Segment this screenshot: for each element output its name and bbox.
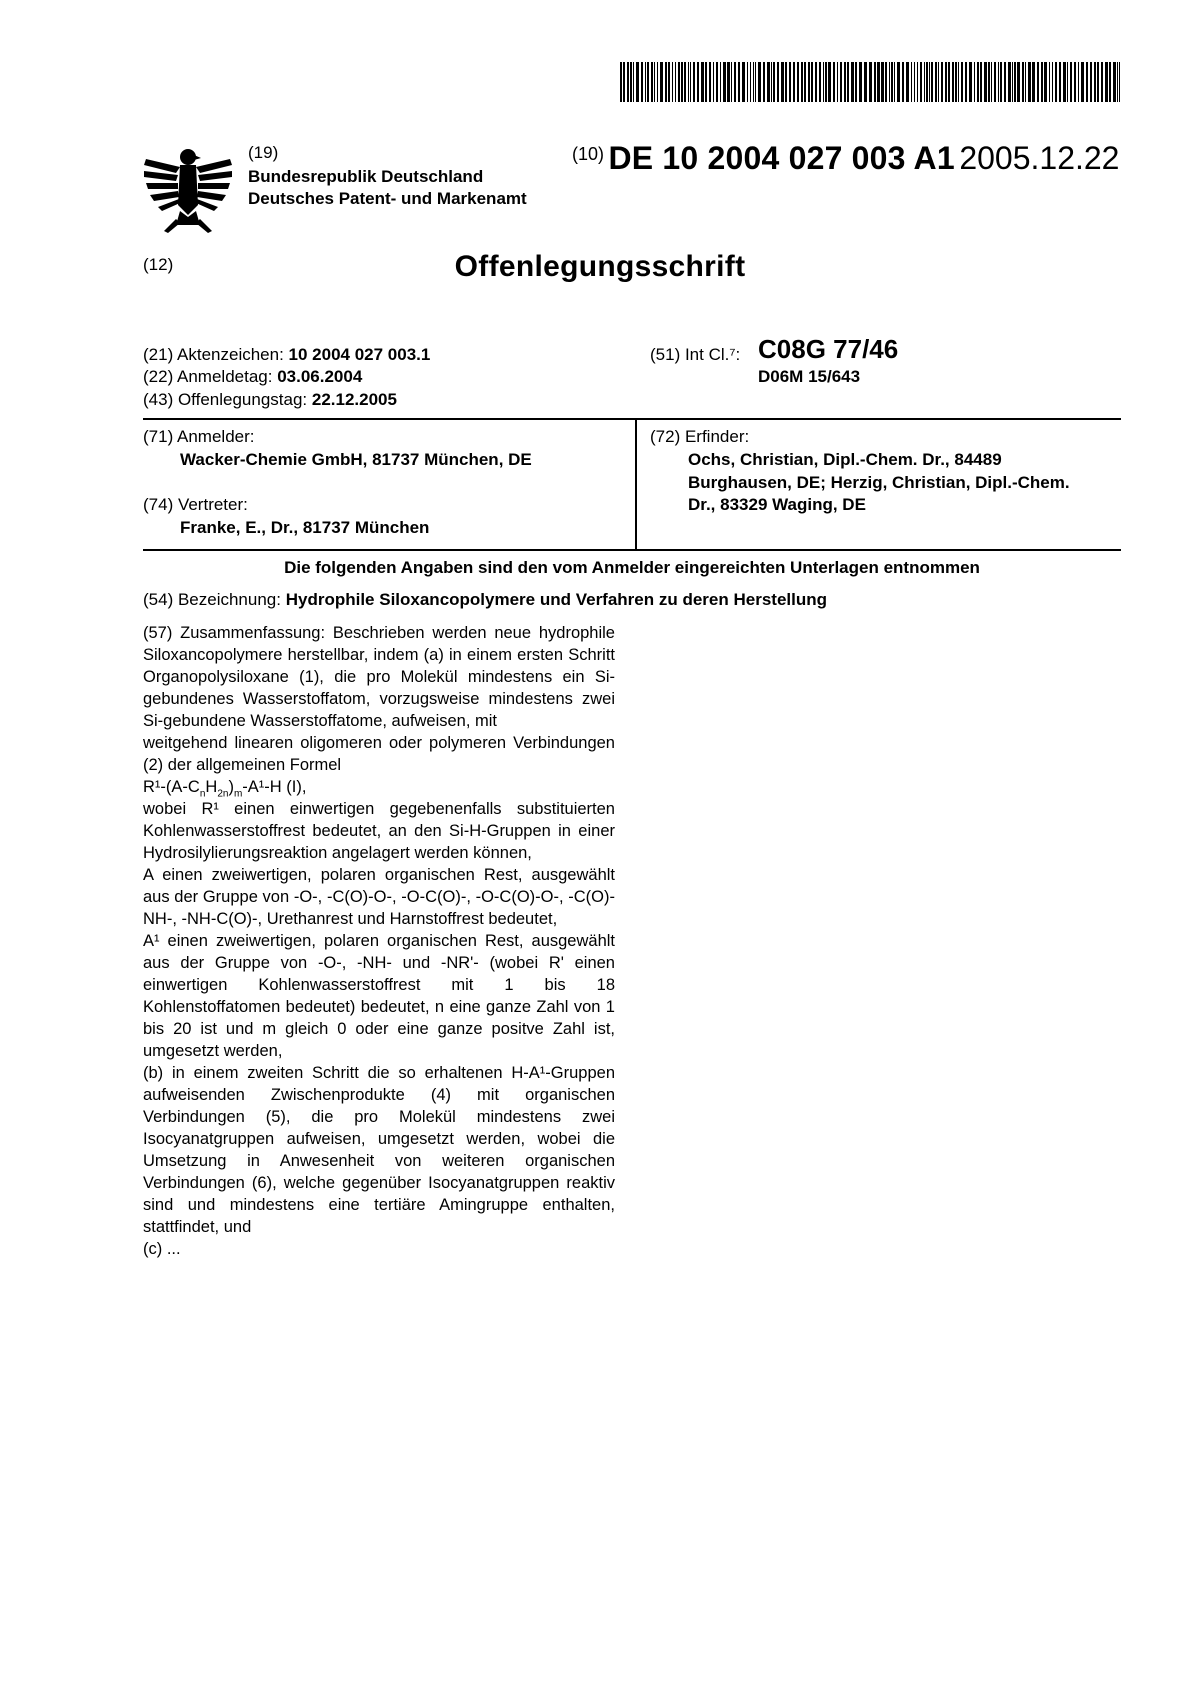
vertreter-value: Franke, E., Dr., 81737 München [180, 518, 430, 537]
barcode-bar [688, 62, 689, 102]
barcode-bar [797, 62, 799, 102]
barcode-bar [897, 62, 900, 102]
barcode-bar [1025, 62, 1026, 102]
barcode-bar [1067, 62, 1068, 102]
barcode-bar [651, 62, 653, 102]
barcode-bar [753, 62, 754, 102]
barcode-bar [998, 62, 999, 102]
barcode-bar [709, 62, 711, 102]
barcode-bar [713, 62, 714, 102]
barcode-bar [668, 62, 670, 102]
barcode-bar [902, 62, 904, 102]
barcode-bar [874, 62, 876, 102]
title-line [143, 589, 827, 611]
divider-bottom [143, 549, 1121, 551]
barcode-bar [627, 62, 629, 102]
barcode-bar [785, 62, 787, 102]
barcode-bar [678, 62, 680, 102]
barcode-bar [869, 62, 872, 102]
barcode-bar [1055, 62, 1057, 102]
barcode-bar [855, 62, 857, 102]
aktenzeichen-line [143, 344, 430, 366]
barcode-bar [705, 62, 707, 102]
barcode-bar [823, 62, 824, 102]
abstract [143, 622, 615, 1260]
barcode-bar [991, 62, 992, 102]
barcode-bar [771, 62, 772, 102]
barcode-bar [984, 62, 987, 102]
barcode-bar [750, 62, 751, 102]
barcode-bar [825, 62, 827, 102]
general-formula: $R^1-(A-C_nH_{2n})_m-A^1-H$ (I), [143, 778, 307, 800]
barcode-bar [938, 62, 939, 102]
barcode-bar [620, 62, 622, 102]
abstract-paragraph: wobei R¹ einen einwertigen gegebenenfalls substituierten Kohlenwasserstoffrest bedeutet, an den Si-H-Gruppen in einer Hydrosilylierungsreaktion angelagert werden können, [143, 800, 615, 862]
barcode-bar [819, 62, 821, 102]
barcode-bar [1070, 62, 1072, 102]
barcode-bar [660, 62, 663, 102]
barcode-bar [891, 62, 893, 102]
barcode-bar [955, 62, 957, 102]
barcode-bar [716, 62, 718, 102]
barcode-bar [1105, 62, 1108, 102]
barcode-bar [961, 62, 963, 102]
abstract-paragraph: weitgehend linearen oligomeren oder polymeren Verbindungen (2) der allgemeinen Formel [143, 734, 615, 774]
erfinder-line-2: Burghausen, DE; Herzig, Christian, Dipl.-Chem. [688, 473, 1070, 492]
barcode-bar [994, 62, 996, 102]
inid-19: (19) [248, 143, 279, 162]
barcode-bar [988, 62, 990, 102]
barcode-bar [885, 62, 887, 102]
publication-date: 2005.12.22 [959, 140, 1120, 176]
barcode-bar [1063, 62, 1066, 102]
barcode-bar [859, 62, 862, 102]
barcode-bar [623, 62, 625, 102]
barcode-bar [742, 62, 745, 102]
barcode-bar [894, 62, 895, 102]
barcode-bar [773, 62, 775, 102]
intcl-main: C08G 77/46 [758, 334, 899, 364]
barcode-bar [645, 62, 646, 102]
barcode-bar [924, 62, 925, 102]
barcode-bar [851, 62, 854, 102]
anmeldetag-value: 03.06.2004 [277, 367, 363, 386]
barcode-bar [1078, 62, 1079, 102]
barcode-bar [801, 62, 803, 102]
barcode-bar [828, 62, 831, 102]
intcl-secondary: D06M 15/643 [758, 367, 861, 386]
barcode-bar [1109, 62, 1111, 102]
barcode-bar [1008, 62, 1011, 102]
barcode-bar [948, 62, 950, 102]
barcode-bar [1028, 62, 1031, 102]
divider-top [143, 418, 1121, 420]
barcode-bar [1049, 62, 1050, 102]
barcode-bar [693, 62, 695, 102]
barcode-bar [840, 62, 842, 102]
aktenzeichen-value: 10 2004 027 003.1 [288, 345, 431, 364]
barcode-bar [815, 62, 817, 102]
abstract-paragraph: (c) ... [143, 1240, 181, 1258]
divider-vertical [635, 419, 637, 549]
barcode-bar [665, 62, 667, 102]
barcode-bar [847, 62, 849, 102]
barcode-bar [917, 62, 918, 102]
barcode-bar [974, 62, 975, 102]
barcode-bar [767, 62, 770, 102]
abstract-paragraph: A¹ einen zweiwertigen, polaren organischen Rest, ausgewählt aus der Gruppe von -O-, -NH- und -NR'- (wobei R' einen einwertigen Kohlenwasserstoffrest mit 1 bis 18 Kohlenstoffatomen bedeutet) bedeutet, n eine ganze Zahl von 1 bis 20 ist und m gleich 0 oder eine ganze positve Zahl ist, umgesetzt werden, [143, 932, 615, 1060]
barcode-bar [808, 62, 810, 102]
barcode-bar [804, 62, 806, 102]
barcode-bar [844, 62, 846, 102]
barcode-bar [914, 62, 915, 102]
barcode-bar [1000, 62, 1002, 102]
intcl-label: (51) Int Cl.⁷: [650, 345, 741, 364]
barcode-bar [877, 62, 880, 102]
barcode-bar [781, 62, 784, 102]
barcode-bar [697, 62, 699, 102]
offenlegungstag-line [143, 389, 397, 411]
abstract-paragraph: A einen zweiwertigen, polaren organischen Rest, ausgewählt aus der Gruppe von -O-, -C(O)-O-, -O-C(O)-, -O-C(O)-O-, -C(O)-NH-, -NH-C(O)-, Urethanrest und Harnstoffrest bedeutet, [143, 866, 615, 928]
barcode-bar [1041, 62, 1043, 102]
office-name: Deutsches Patent- und Markenamt [248, 189, 527, 208]
barcode-bar [1022, 62, 1024, 102]
barcode-bar [747, 62, 748, 102]
barcode-bar [864, 62, 867, 102]
barcode-bar [929, 62, 930, 102]
vertreter-label: (74) Vertreter: [143, 495, 248, 514]
offenlegungstag-label: (43) Offenlegungstag: [143, 390, 308, 409]
barcode-bar [952, 62, 954, 102]
barcode-bar [980, 62, 982, 102]
federal-eagle-emblem [140, 145, 236, 237]
offenlegungstag-value: 22.12.2005 [311, 390, 397, 409]
barcode-bar [1014, 62, 1016, 102]
barcode-bar [763, 62, 765, 102]
barcode-bar [1086, 62, 1088, 102]
barcode-bar [681, 62, 683, 102]
barcode-bar [911, 62, 912, 102]
publication-number: DE 10 2004 027 003 A1 [608, 140, 955, 176]
barcode-bar [720, 62, 721, 102]
barcode-bar [1044, 62, 1047, 102]
barcode-bar [789, 62, 791, 102]
barcode-bar [969, 62, 972, 102]
inid-12: (12) [143, 255, 174, 274]
document-type-title: Offenlegungsschrift [454, 250, 746, 283]
barcode-bar [1037, 62, 1039, 102]
barcode-bar [941, 62, 943, 102]
barcode-bar [889, 62, 890, 102]
barcode-bar [636, 62, 639, 102]
barcode-bar [945, 62, 947, 102]
barcode-bar [657, 62, 658, 102]
barcode-bar [1090, 62, 1092, 102]
barcode-bar [641, 62, 643, 102]
barcode-bar [672, 62, 673, 102]
barcode-bar [965, 62, 967, 102]
anmeldetag-line [143, 366, 362, 388]
barcode-bar [881, 62, 884, 102]
barcode-bar [738, 62, 740, 102]
title-value: Hydrophile Siloxancopolymere und Verfahren zu deren Herstellung [285, 590, 828, 609]
barcode-bar [1052, 62, 1053, 102]
barcode-bar [777, 62, 779, 102]
barcode-bar [758, 62, 761, 102]
barcode-bar [731, 62, 732, 102]
barcode-bar [837, 62, 838, 102]
barcode-bar [675, 62, 676, 102]
applicant-notice: Die folgenden Angaben sind den vom Anmelder eingereichten Unterlagen entnommen [284, 558, 980, 577]
barcode-bar [793, 62, 795, 102]
barcode-bar [654, 62, 655, 102]
inid-10: (10) [572, 144, 605, 164]
barcode-bar [811, 62, 813, 102]
barcode-bar [1097, 62, 1099, 102]
barcode-bar [1094, 62, 1096, 102]
erfinder-line-3: Dr., 83329 Waging, DE [688, 495, 866, 514]
barcode-bar [958, 62, 959, 102]
country-name: Bundesrepublik Deutschland [248, 167, 484, 186]
anmelder-value: Wacker-Chemie GmbH, 81737 München, DE [180, 450, 532, 469]
barcode-bar [1119, 62, 1120, 102]
barcode-bar [977, 62, 979, 102]
barcode-bar [1032, 62, 1035, 102]
abstract-paragraph: (57) Zusammenfassung: Beschrieben werden neue hydrophile Siloxancopolymere herstellbar, indem (a) in einem ersten Schritt Organopolysiloxane (1), die pro Molekül mindestens ein Si-gebundenes Wasserstoffatom, vorzugsweise mindestens zwei Si-gebundene Wasserstoffatome, aufweisen, mit [143, 624, 615, 730]
barcode-bar [701, 62, 704, 102]
barcode-bar [630, 62, 632, 102]
barcode-bar [1012, 62, 1013, 102]
anmelder-label: (71) Anmelder: [143, 427, 255, 446]
barcode-bar [920, 62, 922, 102]
barcode-bar [1074, 62, 1076, 102]
anmeldetag-label: (22) Anmeldetag: [143, 367, 273, 386]
barcode-bar [723, 62, 726, 102]
barcode-bar [1017, 62, 1020, 102]
aktenzeichen-label: (21) Aktenzeichen: [143, 345, 284, 364]
barcode-bar [1081, 62, 1084, 102]
barcode-bar [1117, 62, 1118, 102]
barcode-bar [647, 62, 649, 102]
barcode-bar [690, 62, 691, 102]
erfinder-line-1: Ochs, Christian, Dipl.-Chem. Dr., 84489 [688, 450, 1002, 469]
barcode-bar [755, 62, 756, 102]
barcode-bar [931, 62, 933, 102]
barcode-bar [727, 62, 730, 102]
barcode-bar [833, 62, 835, 102]
title-label: (54) Bezeichnung: [143, 590, 281, 609]
barcode-bar [1101, 62, 1103, 102]
barcode-bar [906, 62, 909, 102]
barcode-bar [926, 62, 928, 102]
abstract-paragraph: (b) in einem zweiten Schritt die so erhaltenen H-A¹-Gruppen aufweisenden Zwischenprodukte (4) mit organischen Verbindungen (5), die pro Molekül mindestens zwei Isocyanatgruppen aufweisen, umgesetzt werden, wobei die Umsetzung in Anwesenheit von weiteren organischen Verbindungen (6), welche gegenüber Isocyanatgruppen reaktiv sind und mindestens eine tertiäre Amingruppe enthalten, stattfindet, und [143, 1064, 615, 1236]
barcode-bar [1004, 62, 1006, 102]
barcode-bar [1059, 62, 1061, 102]
barcode-bar [935, 62, 937, 102]
barcode-bar [1113, 62, 1116, 102]
erfinder-label: (72) Erfinder: [650, 427, 750, 446]
barcode-bar [633, 62, 634, 102]
barcode-bar [684, 62, 686, 102]
barcode [620, 62, 1120, 102]
barcode-bar [734, 62, 736, 102]
publication-number-row [572, 140, 1119, 177]
